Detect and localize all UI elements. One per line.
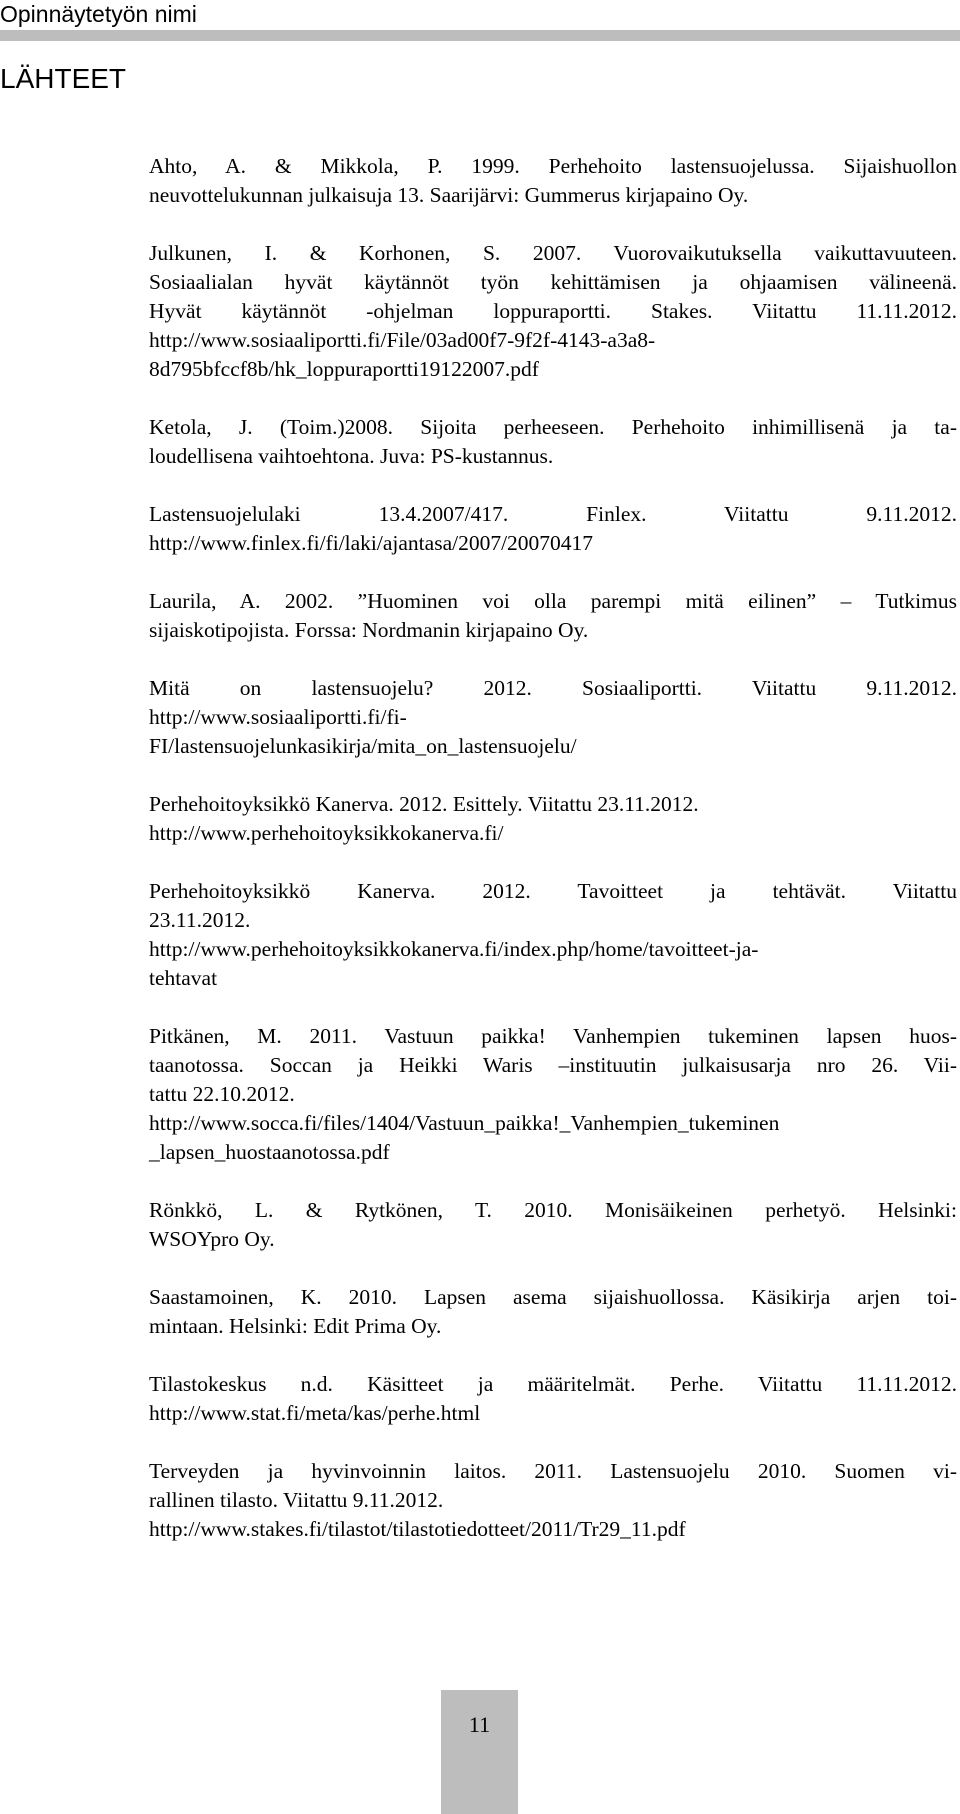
- reference-line: Tilastokeskus n.d. Käsitteet ja määritelmät. Perhe. Viitattu 11.11.2012.: [149, 1372, 957, 1396]
- reference-entry: [149, 152, 957, 210]
- reference-line: neuvottelukunnan julkaisuja 13. Saarijärvi: Gummerus kirjapaino Oy.: [149, 183, 749, 207]
- reference-line: Mitä on lastensuojelu? 2012. Sosiaaliportti. Viitattu 9.11.2012.: [149, 676, 957, 700]
- reference-line[interactable]: http://www.socca.fi/files/1404/Vastuun_paikka!_Vanhempien_tukeminen: [149, 1111, 780, 1135]
- reference-line: Saastamoinen, K. 2010. Lapsen asema sijaishuollossa. Käsikirja arjen toi-: [149, 1285, 957, 1309]
- reference-line: 23.11.2012.: [149, 908, 251, 932]
- reference-entry: [149, 1283, 957, 1341]
- reference-line: Pitkänen, M. 2011. Vastuun paikka! Vanhempien tukeminen lapsen huos-: [149, 1024, 957, 1048]
- section-heading: LÄHTEET: [0, 63, 127, 94]
- reference-entry: [149, 877, 957, 993]
- running-title: Opinnäytetyön nimi: [0, 1, 197, 27]
- reference-line: Hyvät käytännöt -ohjelman loppuraportti. Stakes. Viitattu 11.11.2012.: [149, 299, 957, 323]
- reference-line[interactable]: http://www.sosiaaliportti.fi/fi-: [149, 705, 407, 729]
- reference-entry: [149, 587, 957, 645]
- reference-line: loudellisena vaihtoehtona. Juva: PS-kustannus.: [149, 444, 554, 468]
- reference-line: Ahto, A. & Mikkola, P. 1999. Perhehoito lastensuojelussa. Sijaishuollon: [149, 154, 957, 178]
- reference-entry: [149, 1022, 957, 1167]
- reference-line[interactable]: http://www.perhehoitoyksikkokanerva.fi/: [149, 821, 504, 845]
- reference-line[interactable]: http://www.sosiaaliportti.fi/File/03ad00f7-9f2f-4143-a3a8-: [149, 328, 656, 352]
- reference-entry: [149, 674, 957, 761]
- reference-line[interactable]: http://www.stat.fi/meta/kas/perhe.html: [149, 1401, 481, 1425]
- reference-line: tehtavat: [149, 966, 218, 990]
- reference-line: Ketola, J. (Toim.)2008. Sijoita perheeseen. Perhehoito inhimillisenä ja ta-: [149, 415, 957, 439]
- reference-line: FI/lastensuojelunkasikirja/mita_on_lastensuojelu/: [149, 734, 577, 758]
- page-number-box: [441, 1690, 518, 1814]
- reference-line: sijaiskotipojista. Forssa: Nordmanin kirjapaino Oy.: [149, 618, 589, 642]
- reference-line: _lapsen_huostaanotossa.pdf: [149, 1140, 390, 1164]
- reference-line[interactable]: http://www.stakes.fi/tilastot/tilastotiedotteet/2011/Tr29_11.pdf: [149, 1517, 686, 1541]
- reference-line: Julkunen, I. & Korhonen, S. 2007. Vuorovaikutuksella vaikuttavuuteen.: [149, 241, 957, 265]
- header-rule: [0, 30, 960, 41]
- reference-line: mintaan. Helsinki: Edit Prima Oy.: [149, 1314, 442, 1338]
- reference-line: Perhehoitoyksikkö Kanerva. 2012. Esittely. Viitattu 23.11.2012.: [149, 792, 699, 816]
- reference-line[interactable]: http://www.perhehoitoyksikkokanerva.fi/index.php/home/tavoitteet-ja-: [149, 937, 759, 961]
- reference-line: Perhehoitoyksikkö Kanerva. 2012. Tavoitteet ja tehtävät. Viitattu: [149, 879, 957, 903]
- reference-list: [149, 152, 957, 1573]
- reference-entry: [149, 1457, 957, 1544]
- reference-line: Rönkkö, L. & Rytkönen, T. 2010. Monisäikeinen perhetyö. Helsinki:: [149, 1198, 957, 1222]
- reference-line: Lastensuojelulaki 13.4.2007/417. Finlex. Viitattu 9.11.2012.: [149, 502, 957, 526]
- reference-line[interactable]: http://www.finlex.fi/fi/laki/ajantasa/2007/20070417: [149, 531, 594, 555]
- reference-entry: [149, 1196, 957, 1254]
- reference-line: WSOYpro Oy.: [149, 1227, 275, 1251]
- reference-line: Sosiaalialan hyvät käytännöt työn kehittämisen ja ohjaamisen välineenä.: [149, 270, 957, 294]
- page-number: 11: [468, 1712, 491, 1737]
- reference-entry: [149, 500, 957, 558]
- reference-line: taanotossa. Soccan ja Heikki Waris –instituutin julkaisusarja nro 26. Vii-: [149, 1053, 957, 1077]
- reference-line: 8d795bfccf8b/hk_loppuraportti19122007.pdf: [149, 357, 539, 381]
- reference-line: Laurila, A. 2002. ”Huominen voi olla parempi mitä eilinen” – Tutkimus: [149, 589, 957, 613]
- reference-line: Terveyden ja hyvinvoinnin laitos. 2011. Lastensuojelu 2010. Suomen vi-: [149, 1459, 957, 1483]
- reference-entry: [149, 790, 957, 848]
- reference-entry: [149, 1370, 957, 1428]
- reference-entry: [149, 239, 957, 384]
- reference-entry: [149, 413, 957, 471]
- reference-line: tattu 22.10.2012.: [149, 1082, 295, 1106]
- reference-line: rallinen tilasto. Viitattu 9.11.2012.: [149, 1488, 444, 1512]
